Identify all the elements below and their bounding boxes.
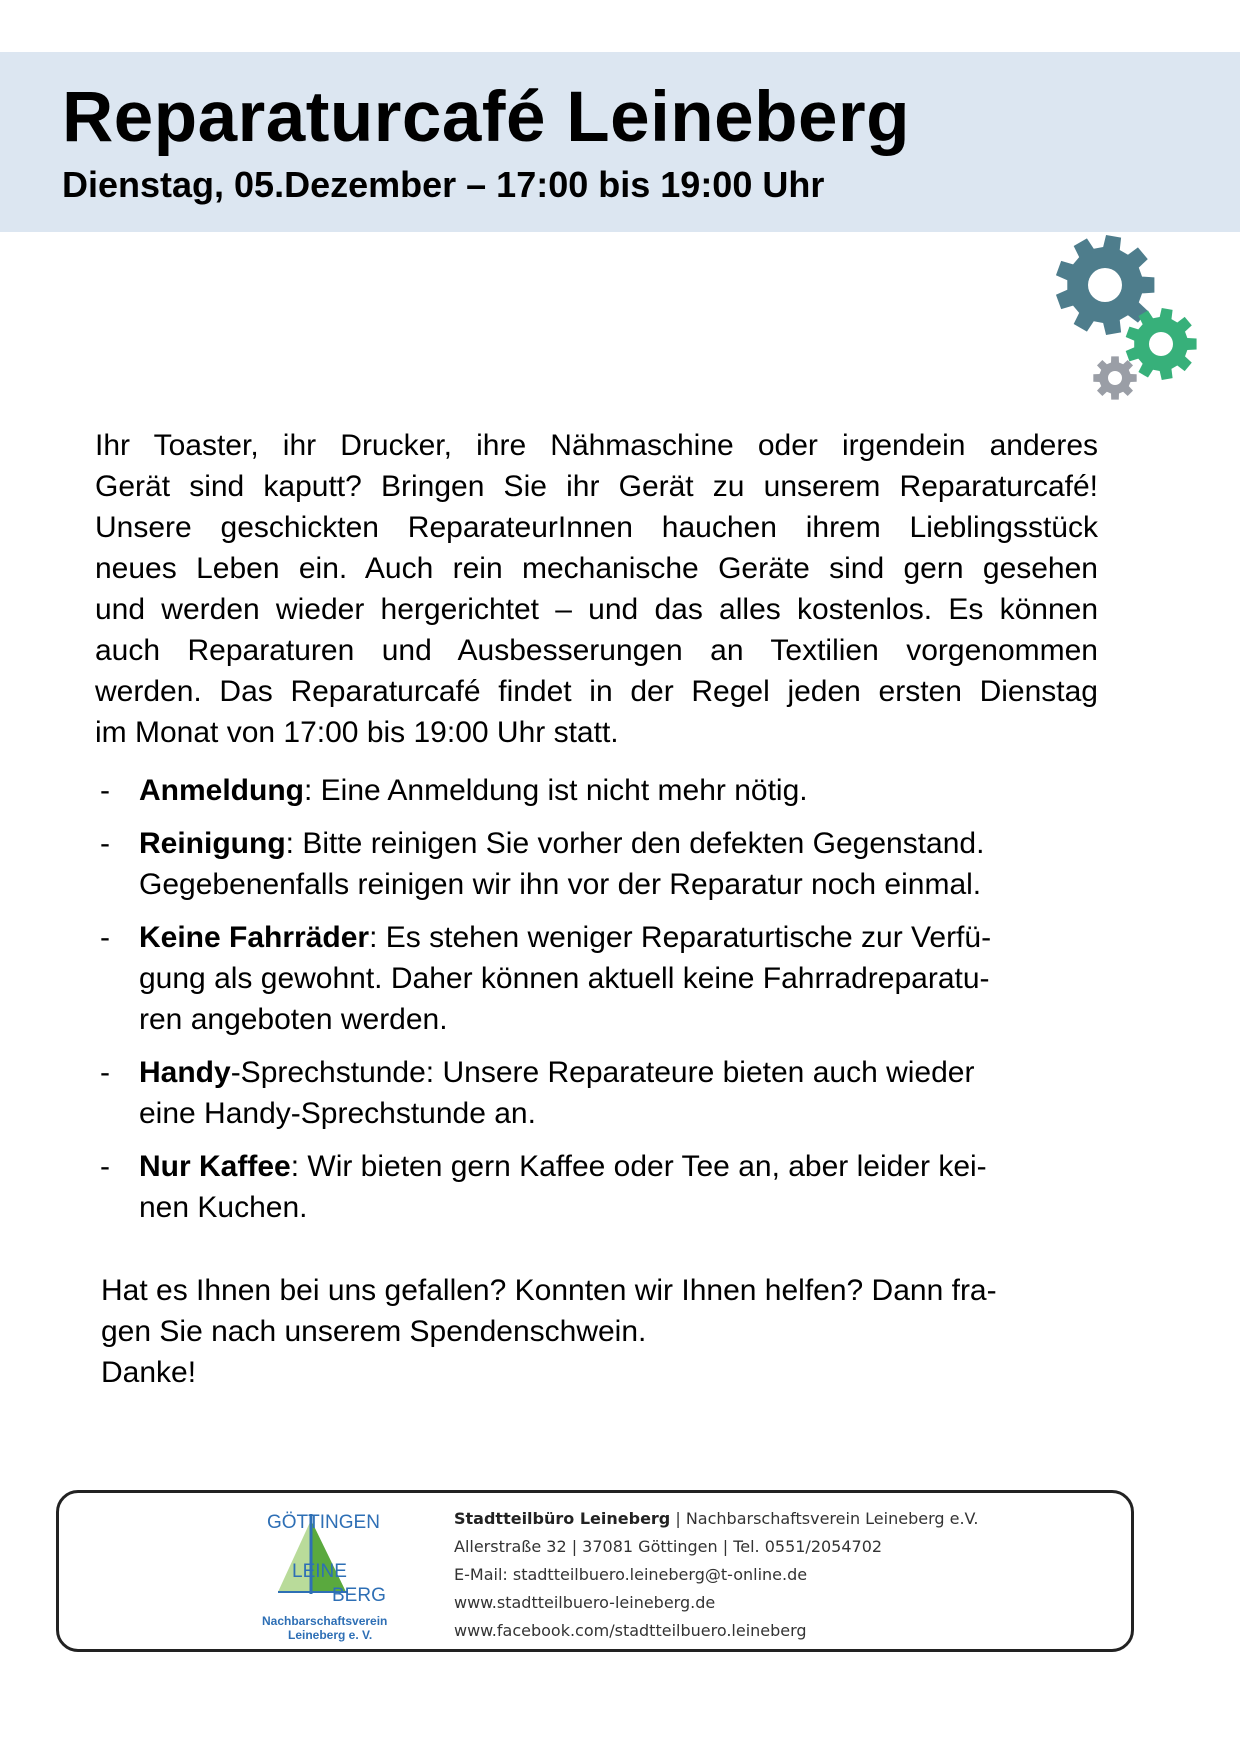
contact-address: Allerstraße 32 | 37081 Göttingen | Tel. 0551/2054702 [454, 1537, 883, 1556]
list-item-label: Anmeldung [139, 774, 304, 807]
intro-line: Gerät sind kaputt? Bringen Sie ihr Gerät zu unserem Reparaturcafé! [95, 470, 1098, 503]
closing-paragraph [101, 1270, 997, 1393]
gears-icon [1050, 235, 1210, 405]
intro-line: neues Leben ein. Auch rein mechanische Geräte sind gern gesehen [95, 552, 1098, 585]
list-item-continuation: eine Handy-Sprechstunde an. [139, 1097, 536, 1130]
list-item-handy [100, 1052, 1100, 1134]
logo-text-bottom: BERG [332, 1585, 386, 1606]
closing-line: Danke! [101, 1356, 197, 1389]
list-item-continuation: gung als gewohnt. Daher können aktuell keine Fahrradreparatu- [139, 962, 990, 995]
contact-email[interactable]: E-Mail: stadtteilbuero.leineberg@t-online.de [454, 1565, 808, 1584]
info-list [100, 770, 1100, 1240]
list-item-nur-kaffee [100, 1146, 1100, 1228]
list-item-continuation: Gegebenenfalls reinigen wir ihn vor der Reparatur noch einmal. [139, 868, 982, 901]
closing-line: gen Sie nach unserem Spendenschwein. [101, 1315, 647, 1348]
page-title: Reparaturcafé Leineberg [62, 78, 911, 157]
intro-line: Unsere geschickten ReparateurInnen hauchen ihrem Lieblingsstück [95, 511, 1098, 544]
contact-org-name: Stadtteilbüro Leineberg [454, 1509, 671, 1528]
logo-text-top: GÖTTINGEN [267, 1512, 380, 1533]
list-item-label: Handy [139, 1056, 231, 1089]
contact-website-link[interactable]: www.stadtteilbuero-leineberg.de [454, 1593, 716, 1612]
list-item-line [139, 770, 1100, 811]
bullet-dash: - [100, 1150, 110, 1183]
bullet-dash: - [100, 1056, 110, 1089]
list-item-line [139, 823, 1100, 864]
logo-text-middle: LEINE [292, 1561, 347, 1582]
list-item-text: : Eine Anmeldung ist nicht mehr nötig. [304, 774, 808, 807]
intro-line: auch Reparaturen und Ausbesserungen an Textilien vorgenommen [95, 634, 1098, 667]
intro-line: werden. Das Reparaturcafé findet in der Regel jeden ersten Dienstag [95, 675, 1098, 708]
list-item-continuation: nen Kuchen. [139, 1191, 308, 1224]
list-item-text: -Sprechstunde: Unsere Reparateure bieten auch wieder [230, 1056, 975, 1089]
contact-info [454, 1505, 979, 1645]
list-item-keine-fahrraeder [100, 917, 1100, 1040]
list-item-line [139, 917, 1100, 958]
list-item-line [139, 1146, 1100, 1187]
contact-org-association: | Nachbarschaftsverein Leineberg e.V. [670, 1509, 979, 1528]
closing-line: Hat es Ihnen bei uns gefallen? Konnten wir Ihnen helfen? Dann fra- [101, 1274, 997, 1307]
intro-line: und werden wieder hergerichtet – und das alles kostenlos. Es können [95, 593, 1098, 626]
contact-facebook-link[interactable]: www.facebook.com/stadtteilbuero.leineberg [454, 1621, 807, 1640]
bullet-dash: - [100, 921, 110, 954]
list-item-anmeldung [100, 770, 1100, 811]
list-item-label: Nur Kaffee [139, 1150, 291, 1183]
event-date: Dienstag, 05.Dezember – 17:00 bis 19:00 Uhr [62, 164, 825, 205]
list-item-label: Reinigung [139, 827, 286, 860]
logo-subtitle: Nachbarschaftsverein [262, 1614, 388, 1628]
logo-subtitle: Leineberg e. V. [288, 1628, 373, 1642]
bullet-dash: - [100, 774, 110, 807]
intro-line: im Monat von 17:00 bis 19:00 Uhr statt. [95, 716, 619, 749]
large-gear-icon [1056, 235, 1154, 335]
list-item-reinigung [100, 823, 1100, 905]
logo [256, 1502, 406, 1642]
intro-paragraph [95, 425, 1098, 753]
contact-org [454, 1505, 979, 1533]
list-item-label: Keine Fahrräder [139, 921, 370, 954]
list-item-text: : Es stehen weniger Reparaturtische zur Verfü- [369, 921, 992, 954]
list-item-line [139, 1052, 1100, 1093]
intro-line: Ihr Toaster, ihr Drucker, ihre Nähmaschine oder irgendein anderes [95, 429, 1098, 462]
list-item-text: : Wir bieten gern Kaffee oder Tee an, aber leider kei- [290, 1150, 987, 1183]
list-item-continuation: ren angeboten werden. [139, 1003, 448, 1036]
list-item-text: : Bitte reinigen Sie vorher den defekten Gegenstand. [285, 827, 985, 860]
bullet-dash: - [100, 827, 110, 860]
small-gear-icon [1093, 356, 1136, 399]
